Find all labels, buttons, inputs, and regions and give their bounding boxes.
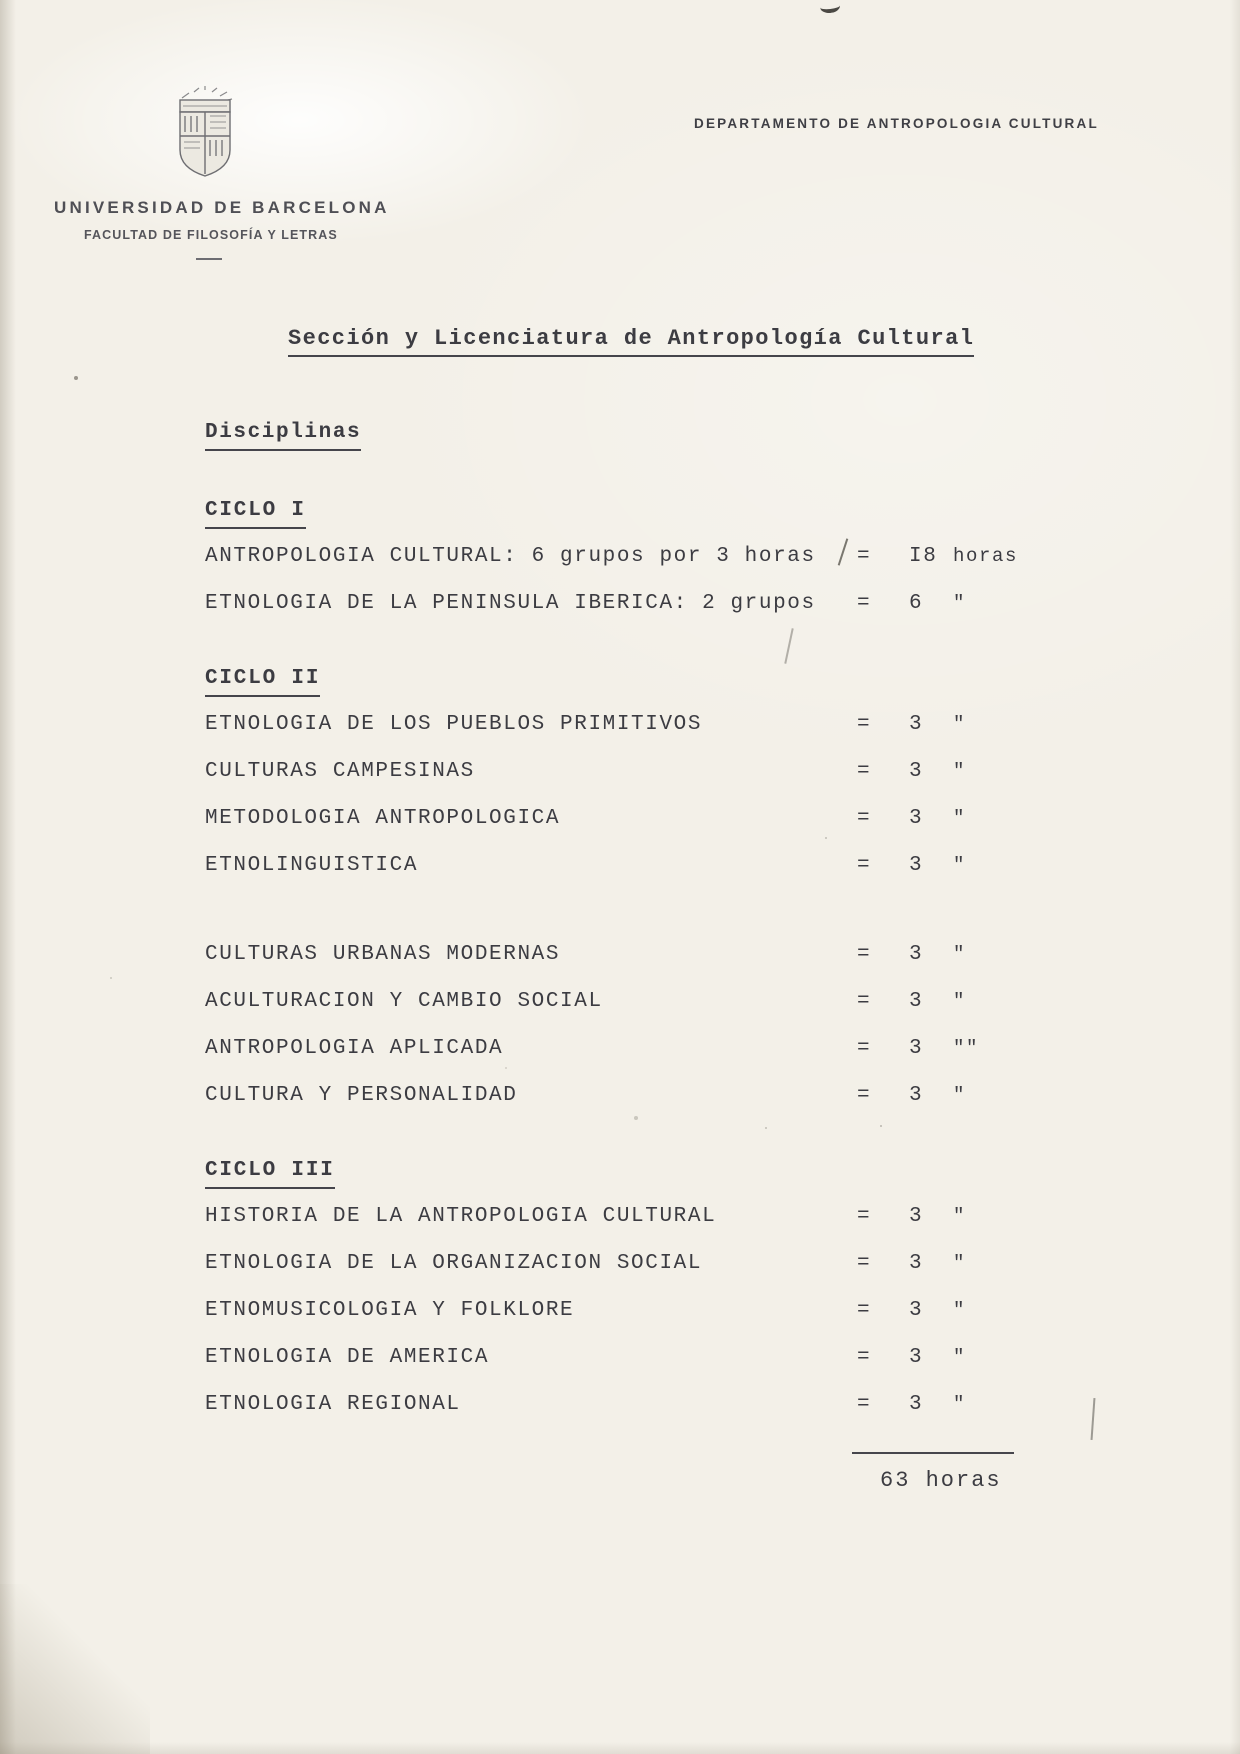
hours-value: 3 — [909, 990, 924, 1013]
hours-unit: " — [953, 1346, 967, 1368]
equals-sign: = — [857, 1346, 872, 1369]
department-header: DEPARTAMENTO DE ANTROPOLOGIA CULTURAL — [694, 116, 1099, 131]
equals-sign: = — [857, 545, 872, 568]
equals-sign: = — [857, 1393, 872, 1416]
faculty-dash-rule — [196, 258, 222, 260]
faculty-name: FACULTAD DE FILOSOFÍA Y LETRAS — [84, 228, 338, 242]
equals-sign: = — [857, 1084, 872, 1107]
hours-value: 3 — [909, 807, 924, 830]
hours-value: 3 — [909, 1252, 924, 1275]
discipline-label: CULTURAS CAMPESINAS — [205, 760, 475, 783]
discipline-row — [205, 758, 1085, 805]
hours-unit: " — [953, 760, 967, 782]
equals-sign: = — [857, 760, 872, 783]
discipline-label: ANTROPOLOGIA CULTURAL: 6 grupos por 3 horas — [205, 545, 816, 568]
section — [205, 497, 1085, 637]
equals-sign: = — [857, 943, 872, 966]
discipline-label: CULTURA Y PERSONALIDAD — [205, 1084, 518, 1107]
hours-value: 3 — [909, 943, 924, 966]
discipline-label: ANTROPOLOGIA APLICADA — [205, 1037, 504, 1060]
hours-unit: "" — [953, 1037, 980, 1059]
hours-unit: " — [953, 592, 967, 614]
hours-unit: " — [953, 1299, 967, 1321]
discipline-row — [205, 1203, 1085, 1250]
hours-unit: " — [953, 990, 967, 1012]
discipline-label: ETNOLOGIA DE AMERICA — [205, 1346, 490, 1369]
discipline-row — [205, 543, 1085, 590]
document-title: Sección y Licenciatura de Antropología Cultural — [288, 326, 974, 357]
total-rule — [852, 1452, 1014, 1454]
discipline-label: ETNOLINGUISTICA — [205, 854, 419, 877]
section-rows — [205, 543, 1085, 637]
scan-speck — [74, 376, 78, 380]
section-heading: CICLO I — [205, 497, 306, 529]
hours-unit: " — [953, 1205, 967, 1227]
university-name: UNIVERSIDAD DE BARCELONA — [54, 198, 390, 217]
equals-sign: = — [857, 1299, 872, 1322]
equals-sign: = — [857, 1252, 872, 1275]
discipline-label: ETNOLOGIA DE LA ORGANIZACION SOCIAL — [205, 1252, 703, 1275]
subtitle-disciplinas: Disciplinas — [205, 420, 361, 451]
hours-value: 3 — [909, 854, 924, 877]
discipline-row — [205, 590, 1085, 637]
equals-sign: = — [857, 990, 872, 1013]
section-rows — [205, 1203, 1085, 1438]
discipline-label: ETNOMUSICOLOGIA Y FOLKLORE — [205, 1299, 575, 1322]
discipline-label: ETNOLOGIA DE LOS PUEBLOS PRIMITIVOS — [205, 713, 703, 736]
section-heading: CICLO II — [205, 665, 320, 697]
discipline-label: CULTURAS URBANAS MODERNAS — [205, 943, 561, 966]
hours-unit: " — [953, 1084, 967, 1106]
discipline-row — [205, 1082, 1085, 1129]
hours-unit: " — [953, 713, 967, 735]
discipline-row — [205, 1391, 1085, 1438]
page-fold-shadow — [0, 1584, 150, 1754]
discipline-row — [205, 941, 1085, 988]
hours-value: 3 — [909, 1346, 924, 1369]
equals-sign: = — [857, 713, 872, 736]
hours-unit: horas — [953, 545, 1019, 567]
hours-value: I8 — [909, 545, 938, 568]
discipline-label: ACULTURACION Y CAMBIO SOCIAL — [205, 990, 603, 1013]
scan-edge-mark — [1091, 1398, 1096, 1440]
total-hours: 63 horas — [880, 1468, 1002, 1493]
discipline-row — [205, 852, 1085, 899]
section — [205, 665, 1085, 1129]
discipline-row — [205, 1035, 1085, 1082]
hours-value: 6 — [909, 592, 924, 615]
hours-value: 3 — [909, 713, 924, 736]
discipline-row — [205, 805, 1085, 852]
discipline-label: HISTORIA DE LA ANTROPOLOGIA CULTURAL — [205, 1205, 717, 1228]
discipline-row — [205, 1250, 1085, 1297]
discipline-row — [205, 1344, 1085, 1391]
discipline-label: ETNOLOGIA REGIONAL — [205, 1393, 461, 1416]
hours-unit: " — [953, 1393, 967, 1415]
equals-sign: = — [857, 807, 872, 830]
hours-value: 3 — [909, 1299, 924, 1322]
section — [205, 1157, 1085, 1438]
hours-unit: " — [953, 943, 967, 965]
discipline-label: METODOLOGIA ANTROPOLOGICA — [205, 807, 561, 830]
hours-value: 3 — [909, 760, 924, 783]
equals-sign: = — [857, 592, 872, 615]
discipline-row — [205, 988, 1085, 1035]
hours-value: 3 — [909, 1037, 924, 1060]
discipline-label: ETNOLOGIA DE LA PENINSULA IBERICA: 2 grupos — [205, 592, 816, 615]
hours-unit: " — [953, 854, 967, 876]
discipline-row — [205, 711, 1085, 758]
hours-value: 3 — [909, 1084, 924, 1107]
section-rows — [205, 711, 1085, 1129]
scan-corner-mark — [819, 0, 840, 14]
hours-unit: " — [953, 1252, 967, 1274]
document-body — [205, 420, 1085, 1438]
university-crest-icon — [172, 86, 238, 189]
hours-unit: " — [953, 807, 967, 829]
section-heading: CICLO III — [205, 1157, 335, 1189]
equals-sign: = — [857, 1037, 872, 1060]
sections — [205, 497, 1085, 1438]
hours-value: 3 — [909, 1205, 924, 1228]
equals-sign: = — [857, 854, 872, 877]
hours-value: 3 — [909, 1393, 924, 1416]
discipline-row — [205, 1297, 1085, 1344]
equals-sign: = — [857, 1205, 872, 1228]
